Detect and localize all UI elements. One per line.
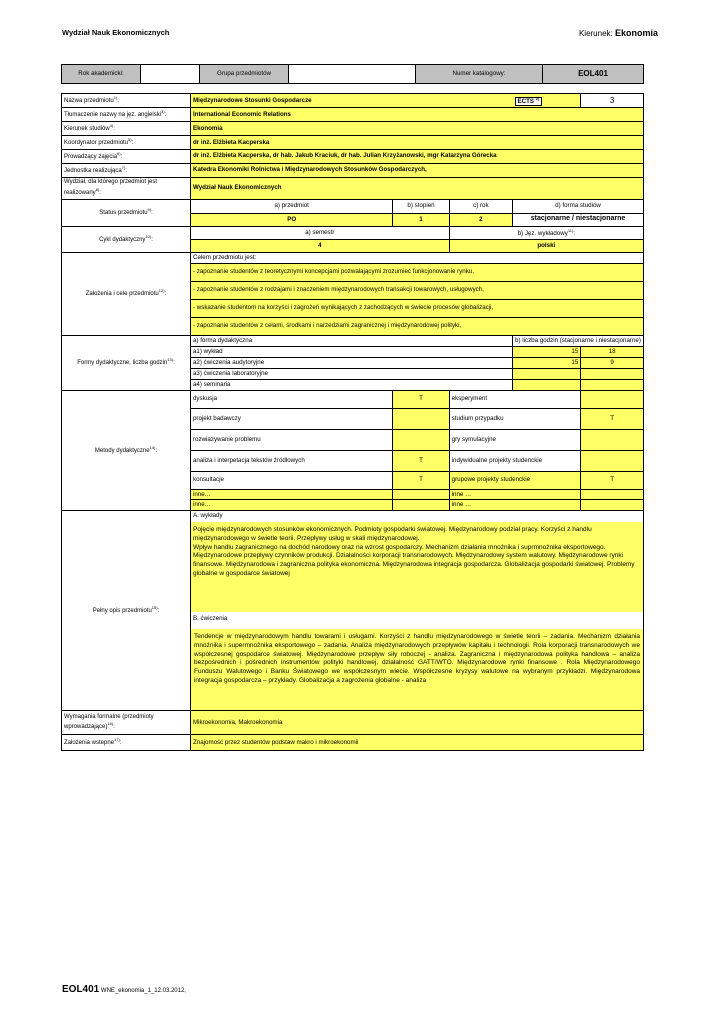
form-hours-nst: 9 xyxy=(581,357,644,368)
direction-header xyxy=(579,28,658,38)
unit-label: Jednostka realizująca$^{7)}$: xyxy=(62,163,191,177)
direction-value: Ekonomia xyxy=(614,28,658,38)
formal-req-label: Wymagania formalne (przedmioty wprowadzające)$^{16)}$: xyxy=(62,711,191,735)
goal-item: - wskazanie studentom na korzyści i zagrożeń wynikających z zachodzących w świecie procesów globalizacji, xyxy=(190,299,643,317)
dir-value: Ekonomia xyxy=(190,122,643,136)
course-table xyxy=(61,93,644,751)
cycle-v-a: 4 xyxy=(190,239,449,252)
status-h-a: a) przedmiot xyxy=(190,199,392,213)
form-hours-nst xyxy=(581,368,644,379)
method-right: inne … xyxy=(449,500,581,511)
exercises-text: Tendencje w międzynarodowym handlu towarami i usługami. Korzyści z handlu międzynarodowego w świetle teorii – zadania. Mechanizm działania mnożnika i supermnożnika eksportowego – zadania. Analiza międzynarodowych przepływów kapitału i technologii. Rola korporacji transnarodowych we współczesnej gospodarce światowej. Międzynarodowe przepływ siły roboczej - analiza. Zagraniczna i międzynarodowa polityka handlowa – analiza bezpośrednich i pośrednich instrumentów polityki handlowej, działalność GATT/WTO. Międzynarodowe rynki finansowe . Rola Międzynarodowego Funduszu Walutowego i Banku Światowego we współczesnym wiecie. Współczesne kryzysy walutowe na wybranym przykładzi. Międzynarodowa integracja gospodarcza – przykłady. Globalizacja a zagrożenia globalne - analiza xyxy=(191,629,643,710)
coord-value: dr inż. Elżbieta Kacperska xyxy=(190,136,643,150)
method-left-mark xyxy=(393,408,449,429)
method-right-mark xyxy=(581,500,644,511)
method-left: rozwiazywanie problemu xyxy=(190,429,392,450)
footer xyxy=(62,984,186,995)
faculty-header: Wydział Nauk Ekonomicznych xyxy=(62,28,170,37)
cycle-h-b: b) Jęz. wykładowy$^{11)}$: xyxy=(449,226,643,239)
cycle-v-b: polski xyxy=(449,239,643,252)
ects-value: 3 xyxy=(581,94,644,108)
status-h-c: c) rok xyxy=(449,199,512,213)
faculty-label: Wydział, dla którego przedmiot jest realizowany$^{8)}$: xyxy=(62,177,191,199)
top-bar xyxy=(61,64,644,84)
form-name: a4) seminaria xyxy=(190,379,512,390)
form-name: a3) ćwiczenia laboratoryjne xyxy=(190,368,512,379)
lecturers-label: Prowadzący zajęcia$^{6)}$: xyxy=(62,150,191,164)
form-name: a1) wykład xyxy=(190,346,512,357)
method-left-mark xyxy=(393,489,449,500)
prereq-value: Znajomość przez studentów podstaw makro i mikroekonomii xyxy=(190,735,643,751)
status-v-b: 1 xyxy=(393,213,449,226)
method-right-mark xyxy=(581,429,644,450)
faculty-value: Wydział Nauk Ekonomicznych xyxy=(190,177,643,199)
method-right: inne … xyxy=(449,489,581,500)
prereq-label: Założenia wstepne$^{17)}$: xyxy=(62,735,191,751)
method-left: analiza i interpetacja tekstów źródłowych xyxy=(190,450,392,471)
goal-item: - zapoznanie studentów z rodzajami i znaczeniem międzynarodowych transakcji towarowych, usługowych, xyxy=(190,281,643,299)
year-label: Rok akademicki: xyxy=(62,65,141,84)
coord-label: Koordynator przedmiotu$^{5)}$: xyxy=(62,136,191,150)
method-right: studium przypadku xyxy=(449,408,581,429)
method-right: eksperyment xyxy=(449,390,581,408)
method-right: grupowe projekty studenckie xyxy=(449,471,581,489)
method-right-mark xyxy=(581,450,644,471)
goals-label: Założenia i cele przedmiotu$^{12)}$: xyxy=(62,252,191,335)
method-left: dyskusja xyxy=(190,390,392,408)
year-value[interactable] xyxy=(141,65,200,84)
goal-item: - zapoznanie studentów z celami, środkami i narzedziami zagranicznej i międzynarodowej polityki, xyxy=(190,317,643,335)
method-left-mark: T xyxy=(393,390,449,408)
group-value[interactable] xyxy=(289,65,416,84)
eng-value: International Economic Relations xyxy=(190,108,643,122)
description-cell xyxy=(190,511,643,711)
forms-h-hours: b) liczba godzin (stacjonarne i niestacjonarne) xyxy=(513,335,644,346)
dir-label: Kierunek studiów$^{4)}$: xyxy=(62,122,191,136)
ects-label: ECTS $^{2)}$ xyxy=(513,94,581,108)
formal-req-value: Mikroekonomia, Makroekonomia xyxy=(190,711,643,735)
exercises-title: B. ćwiczenia xyxy=(192,615,228,622)
form-hours-st: 15 xyxy=(513,346,581,357)
lectures-text: Pojęcie międzynarodowych stosunków ekonomicznych. Podmioty gospodarki światowej. Międzynarodowy podział pracy. Korzyści z handlu międzynarodowego w świetle teorii. Przepływy usług w skali międzynarodowej. Wpływ handlu zagranicznego na dochód narodowy oraz na wzrost gospodarczy. Mechanizm działania mnożnika i suprmnożnika eksportowego. Międzynarodowe przepływy czynników produkcji. Działalności korporacji transnarodowych. Międzynarodowy system walutowy. Międzynarodowe rynki finansowe. Międzynarodowa i zagraniczna polityka ekonomiczna. Międzynarodowa integracja gospodarcza. Globalizacja gospodarki światowej. Problemy globalne w gospodarce światowej xyxy=(191,522,643,612)
method-left-mark xyxy=(393,500,449,511)
cycle-h-a: a) semestr xyxy=(190,226,449,239)
method-right-mark xyxy=(581,489,644,500)
form-hours-nst: 18 xyxy=(581,346,644,357)
cycle-label: Cykl dydaktyczny$^{10)}$: xyxy=(62,226,191,252)
form-hours-nst xyxy=(581,379,644,390)
unit-value: Katedra Ekonomiki Rolnictwa i Międzynarodowych Stosunków Gospodarczych, xyxy=(190,163,643,177)
form-hours-st: 15 xyxy=(513,357,581,368)
method-right: indywidualne projekty studenckie xyxy=(449,450,581,471)
forms-h-form: a) forma dydaktyczna xyxy=(190,335,512,346)
status-v-a: PO xyxy=(190,213,392,226)
status-v-d: stacjonarne / niestacjonarne xyxy=(513,213,644,226)
method-right-mark: T xyxy=(581,408,644,429)
method-left: konsultacje xyxy=(190,471,392,489)
lectures-title: A. wykłady xyxy=(192,512,223,519)
form-hours-st xyxy=(513,379,581,390)
name-value: Międzynarodowe Stosunki Gospodarcze xyxy=(190,94,512,108)
footer-note: WNE_ekonomia_1_12.03.2012, xyxy=(99,988,186,994)
method-left-mark: T xyxy=(393,450,449,471)
eng-label: Tłumaczenie nazwy na jęz. angielski$^{3)}$: xyxy=(62,108,191,122)
lecturers-value: dr inż. Elżbieta Kacperska, dr hab. Jakub Kraciuk, dr hab. Julian Krzyżanowski, mgr Katarzyna Górecka xyxy=(190,150,643,164)
forms-label: Formy dydaktyczne, liczba godzin$^{13)}$: xyxy=(62,335,191,390)
catalog-value: EOL401 xyxy=(543,65,644,84)
form-name: a2) ćwiczenia audytoryjne xyxy=(190,357,512,368)
status-h-b: b) stopień xyxy=(393,199,449,213)
status-v-c: 2 xyxy=(449,213,512,226)
method-left-mark xyxy=(393,429,449,450)
description-label: Pełny opis przedmiotu$^{15)}$: xyxy=(62,511,191,711)
name-label: Nazwa przedmiotu$^{1)}$: xyxy=(62,94,191,108)
direction-label: Kierunek: xyxy=(578,29,613,38)
method-right-mark xyxy=(581,390,644,408)
goals-intro: Celem przedmiotu jest: xyxy=(190,252,643,263)
status-label: Status przedmiotu$^{9)}$: xyxy=(62,199,191,226)
method-right: gry symulacyjne xyxy=(449,429,581,450)
catalog-label: Numer katalogowy: xyxy=(416,65,543,84)
methods-label: Metody dydaktyczne$^{14)}$: xyxy=(62,390,191,511)
method-right-mark: T xyxy=(581,471,644,489)
method-left-mark: T xyxy=(393,471,449,489)
footer-code: EOL401 xyxy=(62,984,100,995)
method-left: inne… xyxy=(190,500,392,511)
method-left: inne… xyxy=(190,489,392,500)
group-label: Grupa przedmiotów xyxy=(200,65,289,84)
status-h-d: d) forma studiów xyxy=(513,199,644,213)
method-left: projekt badawczy xyxy=(190,408,392,429)
form-hours-st xyxy=(513,368,581,379)
goal-item: - zapoznanie studentów z teoretycznymi koncepcjami pozwalającymi zrozumieć funkcjonowanie rynku, xyxy=(190,263,643,281)
